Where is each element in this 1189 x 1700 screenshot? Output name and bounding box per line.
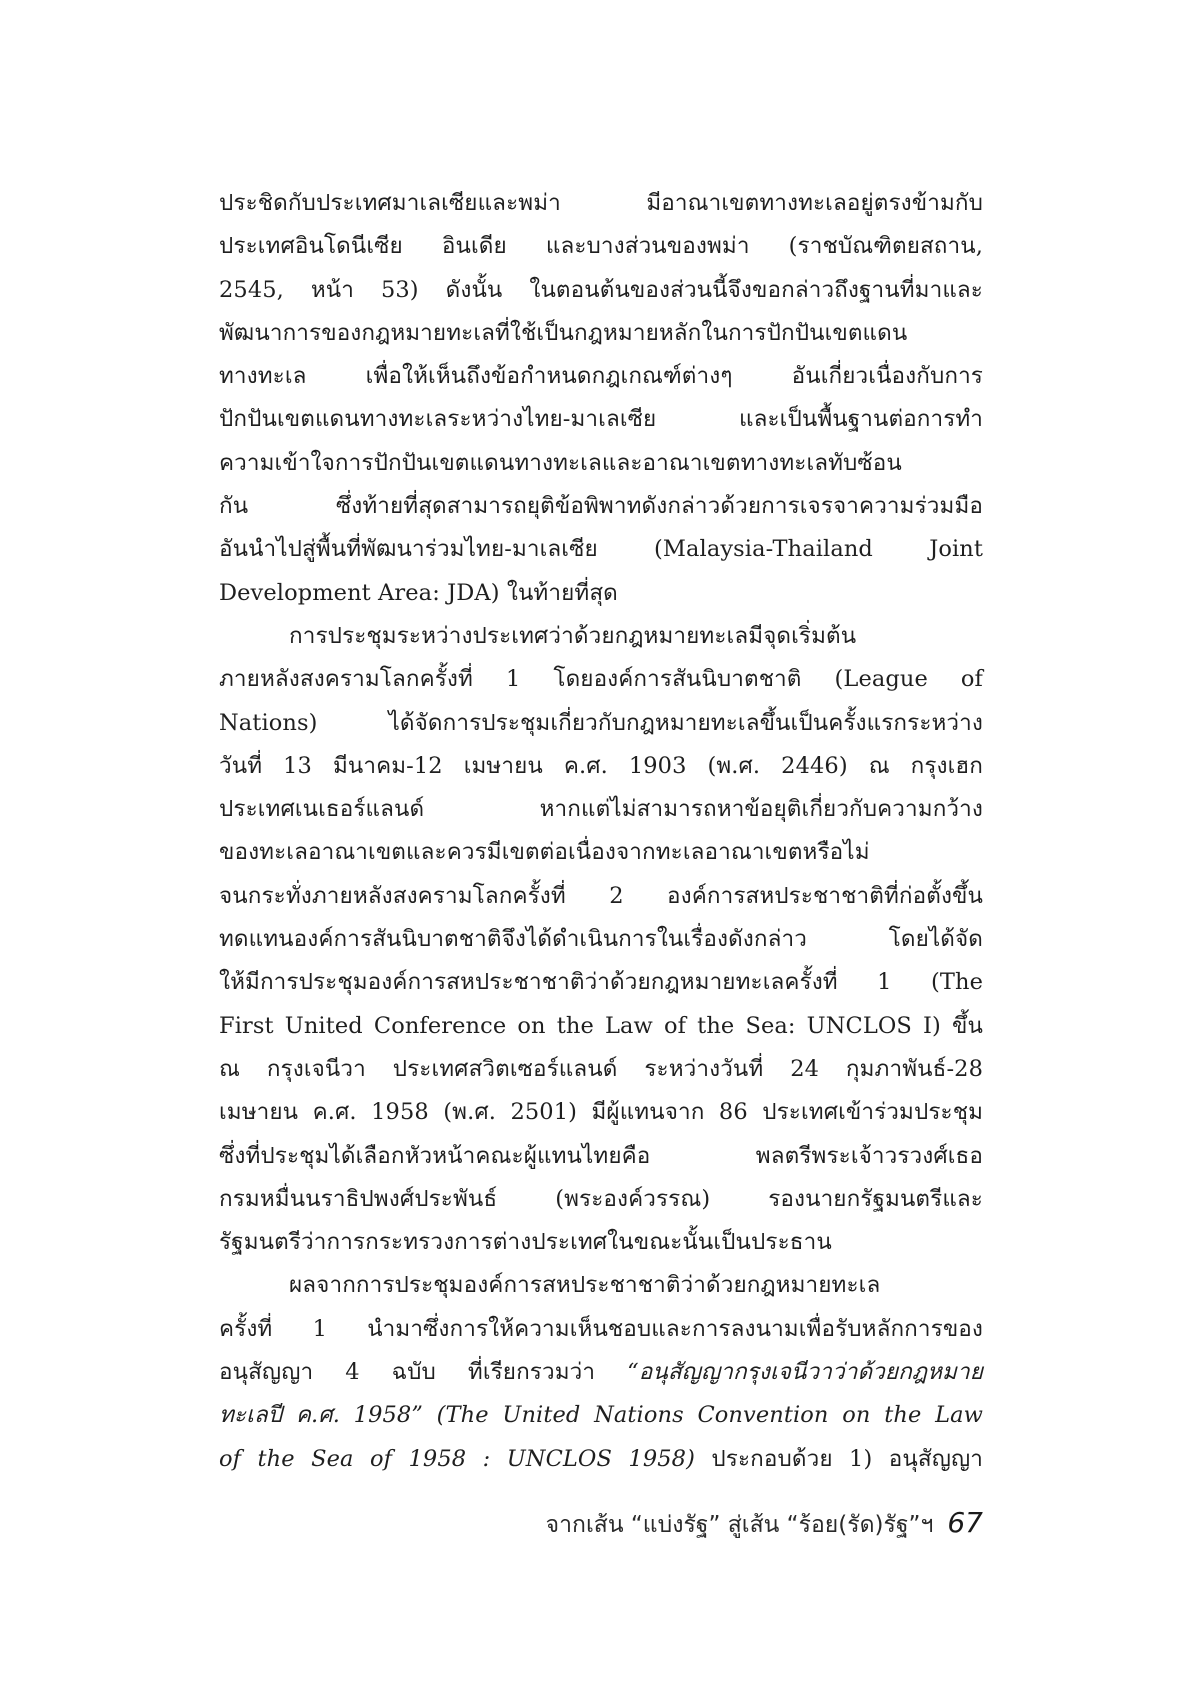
paragraph-line: Development Area: JDA) ในท้ายที่สุด <box>219 579 618 606</box>
paragraph-line: ประเทศอินโดนีเซีย อินเดีย และบางส่วนของพม่า (ราชบัณฑิตยสถาน, <box>219 233 983 260</box>
paragraph-line: 2545, หน้า 53) ดังนั้น ในตอนต้นของส่วนนี้จึงขอกล่าวถึงฐานที่มาและ <box>219 276 983 303</box>
paragraph-line: ปักปันเขตแดนทางทะเลระหว่างไทย-มาเลเซีย และเป็นพื้นฐานต่อการทำ <box>219 406 983 433</box>
paragraph-first-line: การประชุมระหว่างประเทศว่าด้วยกฎหมายทะเลมีจุดเริ่มต้น <box>289 622 857 649</box>
paragraph-line: ประเทศเนเธอร์แลนด์ หากแต่ไม่สามารถหาข้อยุติเกี่ยวกับความกว้าง <box>219 796 983 823</box>
paragraph-line <box>219 1351 983 1394</box>
paragraph-line: First United Conference on the Law of the Sea: UNCLOS I) ขึ้น <box>219 1012 983 1039</box>
page-number: 67 <box>947 1506 983 1539</box>
paragraph-line: ทดแทนองค์การสันนิบาตชาติจึงได้ดำเนินการในเรื่องดังกล่าว โดยได้จัด <box>219 926 983 953</box>
paragraph-line: ภายหลังสงครามโลกครั้งที่ 1 โดยองค์การสันนิบาตชาติ (League of <box>219 666 983 693</box>
paragraph-line: Nations) ได้จัดการประชุมเกี่ยวกับกฎหมายทะเลขึ้นเป็นครั้งแรกระหว่าง <box>219 709 983 736</box>
paragraph-line: เมษายน ค.ศ. 1958 (พ.ศ. 2501) มีผู้แทนจาก 86 ประเทศเข้าร่วมประชุม <box>219 1099 983 1126</box>
paragraph-line: วันที่ 13 มีนาคม-12 เมษายน ค.ศ. 1903 (พ.ศ. 2446) ณ กรุงเฮก <box>219 752 983 779</box>
paragraph-line: ณ กรุงเจนีวา ประเทศสวิตเซอร์แลนด์ ระหว่างวันที่ 24 กุมภาพันธ์-28 <box>219 1055 983 1082</box>
paragraph-line: พัฒนาการของกฎหมายทะเลที่ใช้เป็นกฎหมายหลักในการปักปันเขตแดน <box>219 319 908 346</box>
body-text <box>219 182 983 1481</box>
paragraph-first-line: ผลจากการประชุมองค์การสหประชาชาติว่าด้วยกฎหมายทะเล <box>289 1272 881 1299</box>
paragraph-line: ซึ่งที่ประชุมได้เลือกหัวหน้าคณะผู้แทนไทยคือ พลตรีพระเจ้าวรวงศ์เธอ <box>219 1142 983 1169</box>
line-text: ประกอบด้วย 1) อนุสัญญา <box>694 1445 983 1472</box>
paragraph-line: ของทะเลอาณาเขตและควรมีเขตต่อเนื่องจากทะเลอาณาเขตหรือไม่ <box>219 839 870 866</box>
paragraph-line: ครั้งที่ 1 นำมาซึ่งการให้ความเห็นชอบและการลงนามเพื่อรับหลักการของ <box>219 1315 983 1342</box>
line-text: อนุสัญญา 4 ฉบับ ที่เรียกรวมว่า <box>219 1359 628 1386</box>
paragraph-line <box>219 1438 983 1481</box>
paragraph-line: ทางทะเล เพื่อให้เห็นถึงข้อกำหนดกฎเกณฑ์ต่างๆ อันเกี่ยวเนื่องกับการ <box>219 363 983 390</box>
paragraph-line: ประชิดกับประเทศมาเลเซียและพม่า มีอาณาเขตทางทะเลอยู่ตรงข้ามกับ <box>219 190 983 216</box>
convention-title-thai: “อนุสัญญากรุงเจนีวาว่าด้วยกฎหมาย <box>627 1359 983 1386</box>
paragraph-line: ความเข้าใจการปักปันเขตแดนทางทะเลและอาณาเขตทางทะเลทับซ้อน <box>219 449 902 476</box>
running-title: จากเส้น “แบ่งรัฐ” สู่เส้น “ร้อย(รัด)รัฐ”ฯ <box>545 1512 934 1538</box>
paragraph-line: อันนำไปสู่พื้นที่พัฒนาร่วมไทย-มาเลเซีย (Malaysia-Thailand Joint <box>219 536 983 563</box>
paragraph-line: กัน ซึ่งท้ายที่สุดสามารถยุติข้อพิพาทดังกล่าวด้วยการเจรจาความร่วมมือ <box>219 493 983 520</box>
paragraph-line: จนกระทั่งภายหลังสงครามโลกครั้งที่ 2 องค์การสหประชาชาติที่ก่อตั้งขึ้น <box>219 882 983 909</box>
paragraph-line: กรมหมื่นนราธิปพงศ์ประพันธ์ (พระองค์วรรณ) รองนายกรัฐมนตรีและ <box>219 1185 983 1212</box>
page-footer <box>520 1506 983 1543</box>
paragraph-line: รัฐมนตรีว่าการกระทรวงการต่างประเทศในขณะนั้นเป็นประธาน <box>219 1229 832 1256</box>
convention-title-line: ทะเลปี ค.ศ. 1958” (The United Nations Convention on the Law <box>219 1402 983 1429</box>
convention-title-english: of the Sea of 1958 : UNCLOS 1958) <box>219 1445 695 1472</box>
paragraph-line: ให้มีการประชุมองค์การสหประชาชาติว่าด้วยกฎหมายทะเลครั้งที่ 1 (The <box>219 969 983 996</box>
